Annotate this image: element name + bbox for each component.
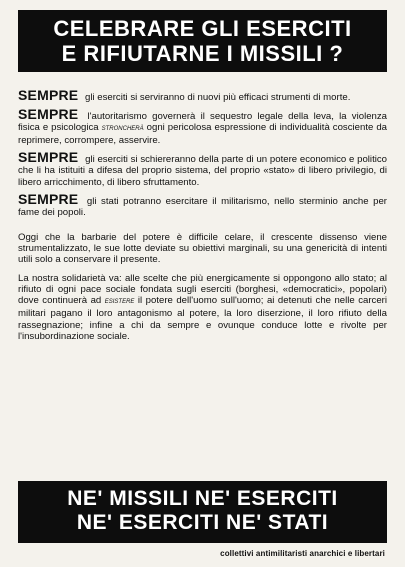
sempre-lead: SEMPRE bbox=[18, 106, 79, 123]
solidarieta-text: il potere dell'uomo sull'uomo; ai detenuti che nelle carceri militari pagano il loro antagonismo al potere, la loro diserzione, il loro rifiuto della rassegnazione; infine a chi da sempre e ovunque conduce lotte e rivolte per l'insubordinazione sociale. bbox=[18, 295, 388, 342]
solidarieta-text: La nostra solidarietà va: alle scelte che più energicamente si oppongono allo stato; al rifiuto di ogni pace sociale fondata sugli eserciti (borghesi, «democratici», popolari) dove continuerà ad bbox=[18, 273, 387, 307]
spacer bbox=[18, 224, 387, 232]
signature-footer: collettivi antimilitaristi anarchici e libertari bbox=[220, 549, 385, 558]
slogan-banner bbox=[18, 481, 387, 543]
sempre-lead: SEMPRE bbox=[18, 149, 79, 166]
header-line-1: CELEBRARE GLI ESERCITI bbox=[53, 16, 352, 41]
sempre-text: gli stati potranno esercitare il militarismo, nello sterminio anche per fame dei popoli. bbox=[18, 195, 388, 218]
sempre-lead: SEMPRE bbox=[18, 190, 79, 207]
slogan-line-1: NE' MISSILI NE' ESERCITI bbox=[67, 487, 338, 510]
sempre-text: gli eserciti si schiereranno della parte di un potere economico e politico che li ha istituiti a difesa del proprio sistema, del proprio «stato» di libero privilegio, di libero arricchimento, di libero sfruttamento. bbox=[18, 154, 387, 188]
handwritten-annotation: ESISTERE bbox=[104, 299, 135, 306]
sempre-text: l'autoritarismo governerà il sequestro legale della leva, la violenza fisica e psicologica bbox=[18, 111, 388, 134]
sempre-text: ogni pericolosa espressione di individualità cosciente da reprimere, corrompere, asservire. bbox=[18, 122, 387, 147]
header-line-2: E RIFIUTARNE I MISSILI ? bbox=[61, 41, 344, 66]
sempre-paragraph-1 bbox=[18, 87, 387, 103]
sempre-text: gli eserciti si serviranno di nuovi più efficaci strumenti di morte. bbox=[85, 92, 351, 103]
slogan-line-2: NE' ESERCITI NE' STATI bbox=[76, 511, 329, 534]
paragraph-solidarieta bbox=[18, 273, 387, 342]
sempre-paragraph-2 bbox=[18, 106, 388, 147]
header-banner bbox=[18, 10, 387, 72]
handwritten-annotation: STRONCHERÀ bbox=[101, 126, 144, 133]
sempre-paragraph-3 bbox=[18, 149, 387, 188]
sempre-paragraph-4 bbox=[18, 190, 388, 218]
poster-body bbox=[18, 87, 388, 350]
sempre-lead: SEMPRE bbox=[18, 87, 79, 103]
paragraph-barbarie: Oggi che la barbarie del potere è difficile celare, il crescente dissenso viene strumentalizzato, le sue lotte deviate su obiettivi marginali, su una genericità di intenti utili solo a conservare il presente. bbox=[18, 231, 387, 266]
